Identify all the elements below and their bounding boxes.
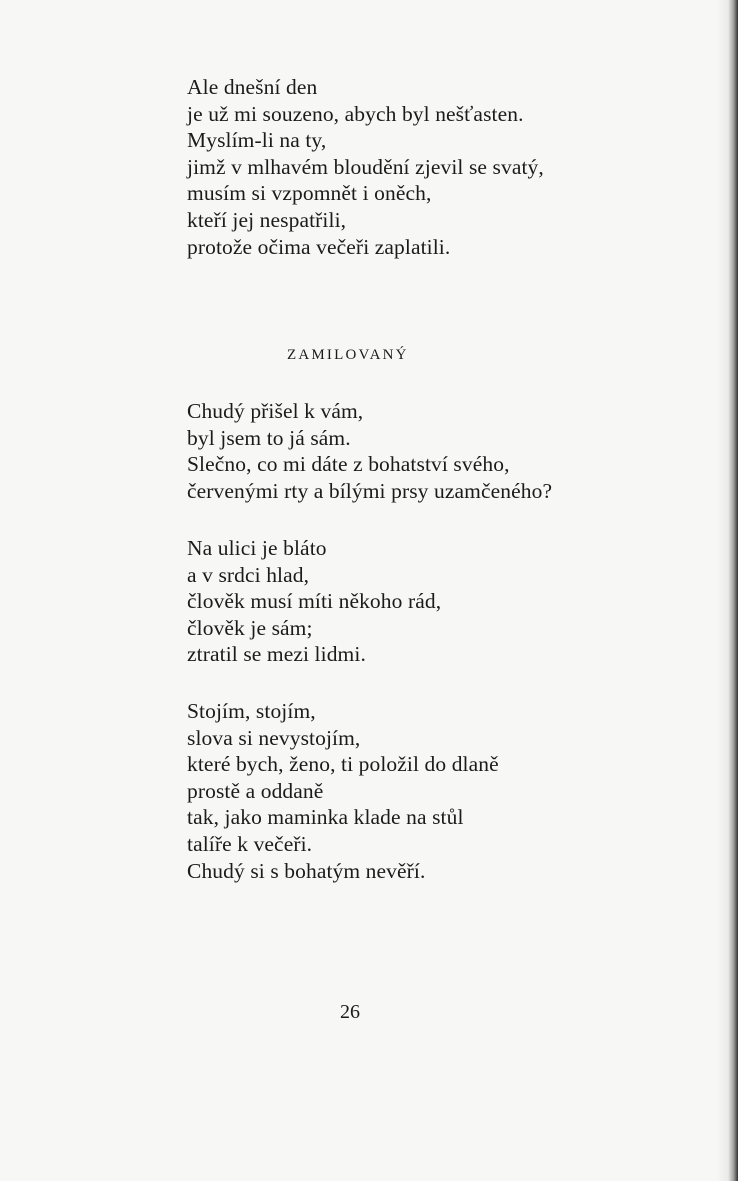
poem-line: Myslím-li na ty, [187,128,327,153]
stanza [187,698,499,884]
poem-line: protože očima večeři zaplatili. [187,234,451,259]
poem-line: Chudý si s bohatým nevěří. [187,858,426,883]
page-number: 26 [340,1001,360,1023]
stanza [187,398,552,504]
poem-line: musím si vzpomnět i oněch, [187,181,432,206]
poem-line: tak, jako maminka klade na stůl [187,805,464,830]
poem-line: člověk musí míti někoho rád, [187,589,442,614]
stanza [187,535,441,668]
poem-line: je už mi souzeno, abych byl nešťasten. [187,101,524,126]
previous-poem-ending [187,74,544,260]
poem-line: Ale dnešní den [187,75,318,99]
poem-line: Slečno, co mi dáte z bohatství svého, [187,452,510,477]
poem-line: slova si nevystojím, [187,725,361,750]
binding-edge [716,0,738,1181]
poem-line: byl jsem to já sám. [187,425,351,450]
poem-line: Chudý přišel k vám, [187,399,364,423]
poem-title: ZAMILOVANÝ [287,347,409,363]
poem-line: Na ulici je bláto [187,536,327,560]
poem-line: talíře k večeři. [187,831,313,856]
poem-line: červenými rty a bílými prsy uzamčeného? [187,478,553,503]
poem-line: a v srdci hlad, [187,562,310,587]
poem-line: ztratil se mezi lidmi. [187,642,366,667]
poem-line: člověk je sám; [187,615,313,640]
poem-line: kteří jej nespatřili, [187,207,347,232]
poem-line: prostě a oddaně [187,778,324,803]
poem-line: Stojím, stojím, [187,699,316,723]
poem-line: jimž v mlhavém bloudění zjevil se svatý, [187,154,544,179]
poem-line: které bych, ženo, ti položil do dlaně [187,752,499,777]
